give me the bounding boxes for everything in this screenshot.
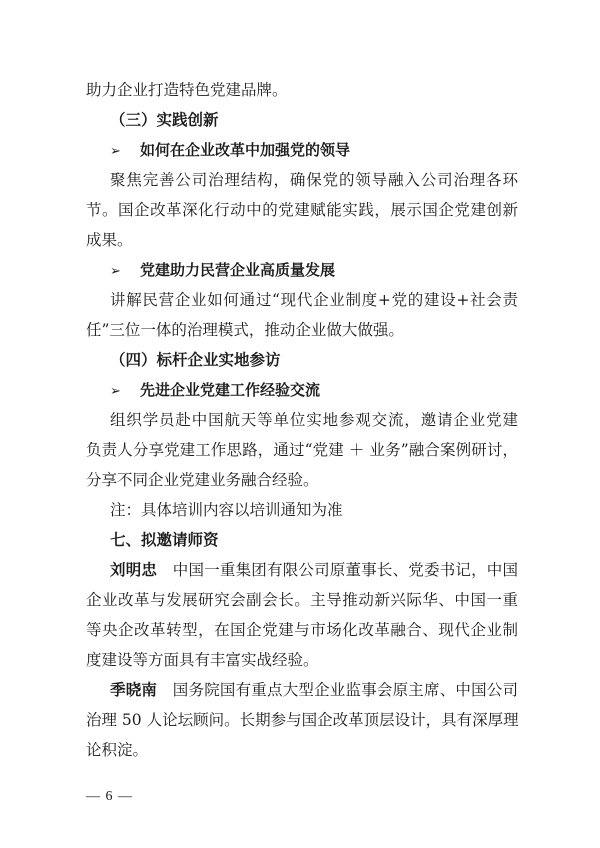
bullet-1-line-3: 成果。 — [86, 231, 133, 249]
teacher-1-line-2: 企业改革与发展研究会副会长。主导推动新兴际华、中国一重 — [86, 591, 518, 609]
bullet-1 — [110, 138, 542, 164]
section-4-heading: （四）标杆企业实地参访 — [110, 351, 281, 369]
bullet-3 — [110, 378, 542, 404]
page-number: — 6 — — [86, 789, 133, 804]
bullet-arrow-icon: ➢ — [110, 144, 121, 159]
bullet-1-line-1: 聚焦完善公司治理结构，确保党的领导融入公司治理各环 — [110, 171, 518, 189]
teacher-1-line-4: 度建设等方面具有丰富实战经验。 — [86, 651, 319, 669]
bullet-3-line-3: 分享不同企业党建业务融合经验。 — [86, 471, 319, 489]
teacher-1-intro: 中国一重集团有限公司原董事长、党委书记，中国 — [172, 561, 518, 579]
note-text: 注：具体培训内容以培训通知为准 — [110, 501, 343, 519]
teacher-2-line-3: 论积淀。 — [86, 741, 149, 759]
teacher-1-line-1 — [110, 558, 518, 582]
bullet-2 — [110, 258, 542, 284]
teacher-2-line-1 — [110, 678, 518, 702]
teacher-1-line-3: 等央企改革转型，在国企党建与市场化改革融合、现代企业制 — [86, 621, 518, 639]
bullet-arrow-icon: ➢ — [110, 384, 121, 399]
bullet-2-title: 党建助力民营企业高质量发展 — [140, 261, 336, 279]
section-7-heading: 七、拟邀请师资 — [110, 531, 219, 549]
section-3-heading: （三）实践创新 — [110, 111, 219, 129]
bullet-arrow-icon: ➢ — [110, 264, 121, 279]
teacher-2-line-2: 治理 50 人论坛顾问。长期参与国企改革顶层设计，具有深厚理 — [86, 711, 519, 729]
bullet-3-line-1: 组织学员赴中国航天等单位实地参观交流，邀请企业党建 — [110, 411, 518, 429]
teacher-2-name: 季晓南 — [110, 681, 158, 699]
bullet-1-line-2: 节。国企改革深化行动中的党建赋能实践，展示国企党建创新 — [86, 201, 518, 219]
paragraph-intro-tail: 助力企业打造特色党建品牌。 — [86, 81, 288, 99]
bullet-2-line-1: 讲解民营企业如何通过“现代企业制度+党的建设+社会责 — [110, 291, 518, 309]
bullet-2-line-2: 任”三位一体的治理模式，推动企业做大做强。 — [86, 321, 404, 339]
teacher-2-intro: 国务院国有重点大型企业监事会原主席、中国公司 — [172, 681, 518, 699]
teacher-1-name: 刘明忠 — [110, 561, 158, 579]
bullet-3-title: 先进企业党建工作经验交流 — [140, 381, 321, 399]
bullet-3-line-2: 负责人分享党建工作思路，通过“党建 ＋ 业务”融合案例研讨， — [86, 441, 518, 459]
bullet-1-title: 如何在企业改革中加强党的领导 — [140, 141, 351, 159]
